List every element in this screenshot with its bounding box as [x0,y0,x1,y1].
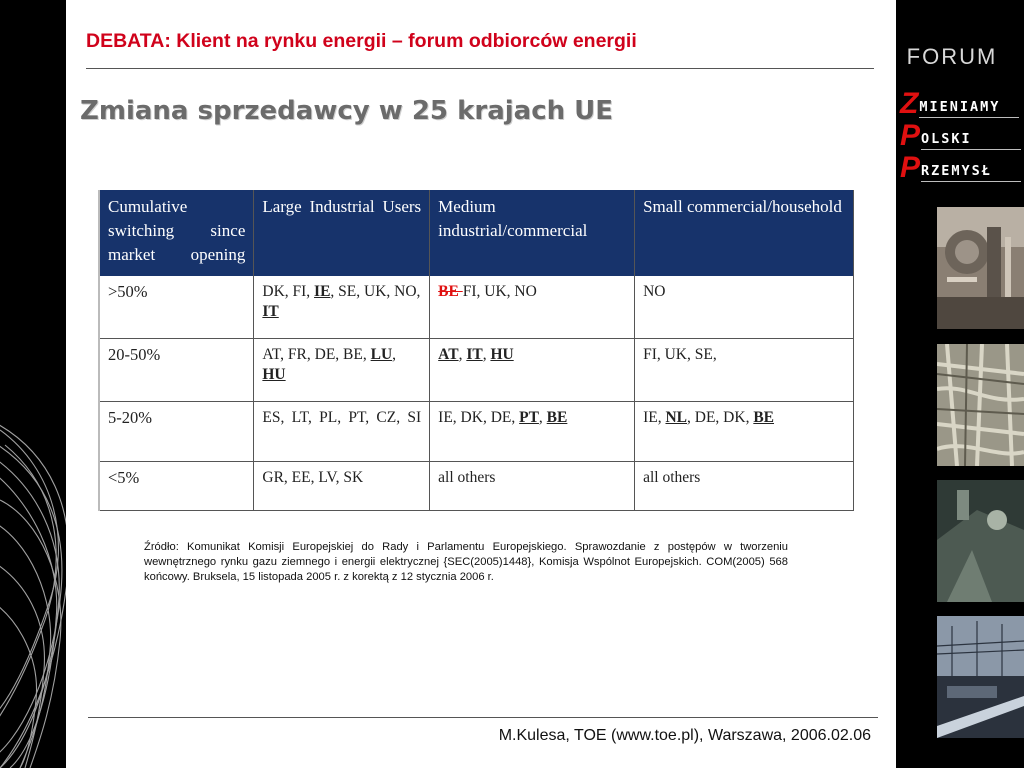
medium-users-cell: all others [430,461,635,510]
swirl-lines-graphic [0,0,66,768]
industrial-photo-1 [937,207,1024,329]
table-row [100,401,854,461]
brand-initial-p2: P [900,151,921,184]
brand-word-1: MIENIAMY [919,100,1019,118]
table-row [100,276,854,338]
table-row [100,461,854,510]
col-header-cumulative: Cumulative switching since market opening [100,190,254,276]
debate-header: DEBATA: Klient na rynku energii – forum odbiorców energii [86,30,637,52]
left-decorative-strip [0,0,66,768]
large-users-cell: GR, EE, LV, SK [254,461,430,510]
header-divider [86,68,874,69]
forum-label: FORUM [906,44,998,69]
footer-text: M.Kulesa, TOE (www.toe.pl), Warszawa, 2006.02.06 [498,727,871,744]
small-users-cell: IE, NL, DE, DK, BE [635,401,854,461]
brand-initial-z: Z [900,87,919,120]
range-cell: 5-20% [100,401,254,461]
range-cell: >50% [100,276,254,338]
medium-users-cell: IE, DK, DE, PT, BE [430,401,635,461]
col-header-small: Small commercial/household [635,190,854,276]
small-users-cell: FI, UK, SE, [635,338,854,401]
range-cell: 20-50% [100,338,254,401]
large-users-cell: DK, FI, IE, SE, UK, NO, IT [254,276,430,338]
brand-initial-p1: P [900,119,921,152]
large-users-cell: ES, LT, PL, PT, CZ, SI [254,401,430,461]
brand-line-3 [900,152,1021,182]
industrial-photo-3 [937,480,1024,602]
range-cell: <5% [100,461,254,510]
medium-users-cell: BE FI, UK, NO [430,276,635,338]
large-users-cell: AT, FR, DE, BE, LU, HU [254,338,430,401]
table-row [100,338,854,401]
brand-word-3: RZEMYSŁ [921,164,1021,182]
industrial-photo-4 [937,616,1024,738]
small-users-cell: NO [635,276,854,338]
footer-divider [88,717,878,718]
small-users-cell: all others [635,461,854,510]
col-header-large: Large Industrial Users [254,190,430,276]
brand-line-1 [900,88,1019,118]
table-header-row [100,190,854,276]
brand-line-2 [900,120,1021,150]
slide-title: Zmiana sprzedawcy w 25 krajach UE [80,96,614,126]
source-note: Źródło: Komunikat Komisji Europejskiej do Rady i Parlamentu Europejskiego. Sprawozdanie z postępów w tworzeniu wewnętrznego rynku gazu ziemnego i energii elektrycznej {SEC(2005)1448}, Komisja Wspólnot Europejskich. COM(2005) 568 końcowy. Bruksela, 15 listopada 2005 r. z korektą z 12 stycznia 2006 r. [144,541,788,583]
brand-word-2: OLSKI [921,132,1021,150]
medium-users-cell: AT, IT, HU [430,338,635,401]
industrial-photo-2 [937,344,1024,466]
switching-table [100,190,854,511]
col-header-medium: Medium industrial/commercial [430,190,635,276]
